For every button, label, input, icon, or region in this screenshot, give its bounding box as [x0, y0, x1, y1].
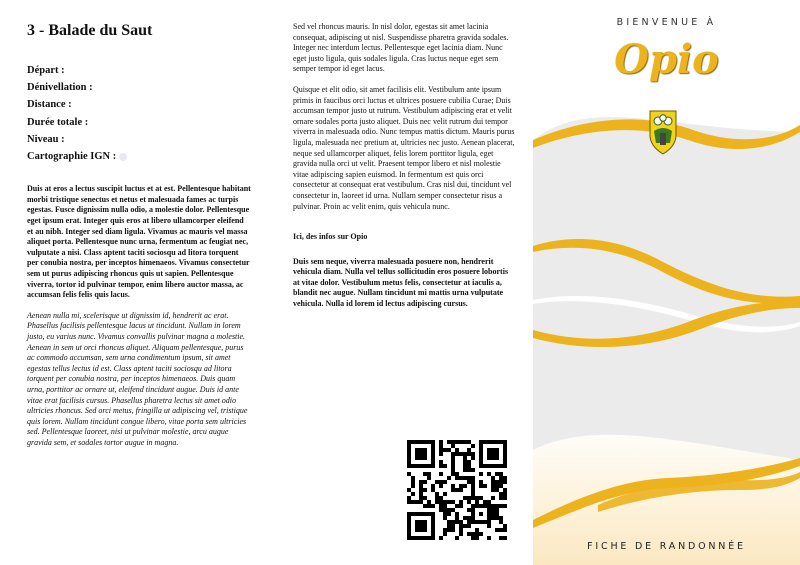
qr-code-icon — [407, 440, 507, 540]
field-distance: Distance : — [27, 99, 72, 111]
left-panel — [0, 0, 265, 565]
blank-value — [119, 153, 127, 161]
intro-bold-paragraph: Duis at eros a lectus suscipit luctus et at est. Pellentesque habitant morbi tristique senectus et netus et malesuada fames ac turpis egestas. Fusce dignissim nulla odio, a molestie dolor. Pellentesque eget ipsum erat. Integer quis eros at libero ullamcorper eleifend et au nibh. Integer sed diam ligula. Vivamus ac mauris vel massa aliquet porta. Pellentesque nunc urna, fermentum ac feugiat nec, vulputate a nisi. Class aptent taciti sociosqu ad litora torquent per conubia nostra, per inceptos himenaeos. Vivamus consectetur sem ut purus adipiscing rhoncus quis ut sapien. Pellentesque viverra, tortor id pulvinar tempor, enim libero auctor massa, ac accumsan felis felis quis lacus. — [27, 184, 251, 300]
middle-paragraph-2: Quisque et elit odio, sit amet facilisis elit. Vestibulum ante ipsum primis in faucibus orci luctus et ultrices posuere cubilia Curae; Duis accumsan tempor justo ut rutrum. Vestibulum adipiscing erat et velit ornare sodales porta justo aliquet. Duis nec velit rutrum dui tempor viverra in malesuada odio. Nunc tempus mattis dictum. Mauris purus ligula, malesuada nec pretium at, ultricies nec justo. Aenean placerat, neque sed ullamcorper aliquet, felis lorem porttitor ligula, eget gravida nulla orci ut velit. Praesent tempor libero et nisl molestie vitae adipiscing sapien euismod. In fermentum est quis orci consectetur at consequat erat vestibulum. Cras nisl dui, tincidunt vel consectetur in, laoreet id urna. Nullam semper consectetur risus a pulvinar. Proin ac velit enim, quis vehicula nunc. — [293, 84, 515, 211]
middle-panel — [265, 0, 533, 565]
field-niveau: Niveau : — [27, 133, 65, 145]
cover-panel — [533, 0, 800, 565]
coat-of-arms-icon — [648, 109, 678, 155]
intro-italic-paragraph: Aenean nulla mi, scelerisque ut dignissim id, hendrerit ac erat. Phasellus facilisis pellentesque lacus ut tincidunt. Nullam in lorem justo, eu varius nunc. Vivamus convallis pulvinar magna a molestie. Aenean in sem ut orci rhoncus aliquet. Aliquam pellentesque, purus ac commodo accumsan, sem urna condimentum ipsum, sit amet egestas tellus lectus id est. Class aptent taciti sociosqu ad litora torquent per conubia nostra, per inceptos himenaeos. Duis quam urna, porttitor ac ornare ut, eleifend tincidunt augue. Duis id ante vitae erat facilisis cursus. Phasellus pharetra lectus sit amet odio ultricies rhoncus. Sed orci metus, fringilla ut adipiscing vel, tristique quis lorem. Nullam tincidunt congue libero, vitae porta sem ultricies sed. Pellentesque laoreet, nisi ut pulvinar molestie, arcu augue gravida sem, et sodales tortor augue in magna. — [27, 310, 248, 447]
field-depart: Départ : — [27, 65, 65, 76]
field-cartographie: Cartographie IGN : — [27, 148, 251, 165]
page-title: 3 - Balade du Saut — [27, 22, 153, 39]
route-info — [27, 62, 251, 165]
decorative-waves — [533, 0, 800, 565]
info-heading: Ici, des infos sur Opio — [293, 232, 368, 242]
middle-paragraph-1: Sed vel rhoncus mauris. In nisl dolor, egestas sit amet lacinia consequat, adipiscing ut nisl. Suspendisse pharetra gravida sodales. Integer nec interdum lectus. Pellentesque eget lacinia diam. Nunc eget justo ligula, quis sodales ligula. Cras luctus neque eget sem semper tempor id eget lacus. — [293, 22, 509, 74]
town-name: Opio — [614, 36, 719, 83]
field-denivellation: Dénivellation : — [27, 82, 93, 94]
welcome-heading: BIENVENUE À — [616, 17, 717, 28]
field-duree: Durée totale : — [27, 116, 89, 128]
footer-label: FICHE DE RANDONNÉE — [587, 541, 746, 552]
info-paragraph: Duis sem neque, viverra malesuada posuere non, hendrerit vehicula diam. Nulla vel tellus sollicitudin eros posuere lobortis at vitae dolor. Vestibulum metus felis, consectetur at iaculis a, blandit nec augue. Nullam tincidunt mi mattis urna vulputate vehicula. Nulla id lorem id lectus adipiscing cursus. — [293, 256, 509, 309]
